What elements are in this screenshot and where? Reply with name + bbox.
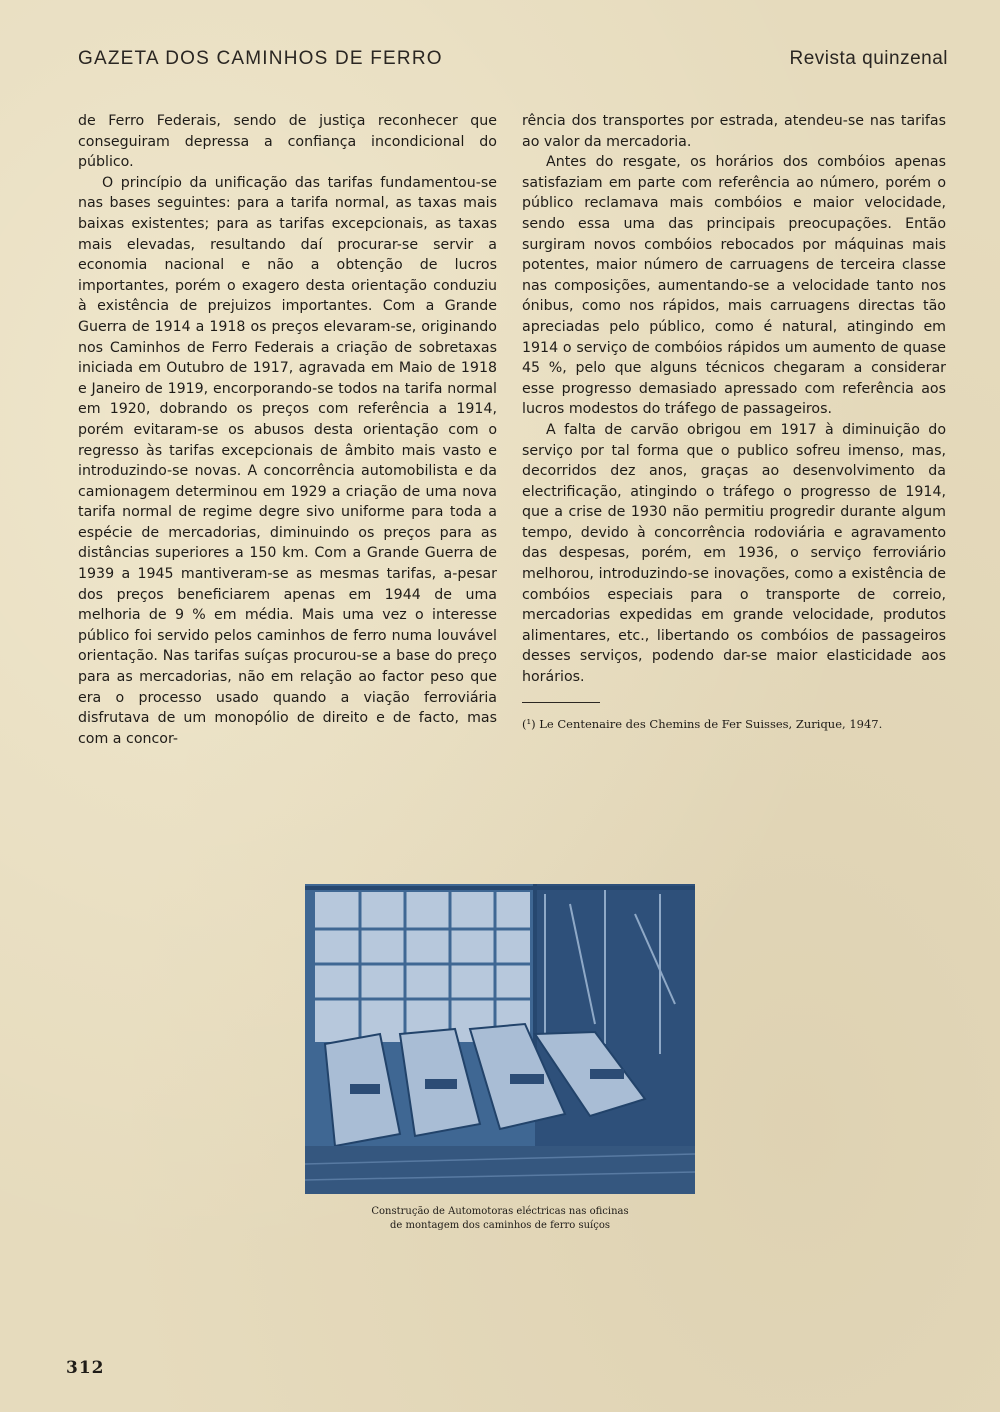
caption-line: de montagem dos caminhos de ferro suíços — [390, 1220, 610, 1231]
running-header — [78, 48, 948, 74]
paragraph: O princípio da unificação das tarifas fundamentou-se nas bases seguintes: para a tarifa normal, as taxas mais baixas existentes; para as tarifas excepcionais, as taxas mais elevadas, resultando daí procurar-se servir a economia nacional e não a obtenção de lucros importantes, porém o exagero desta orientação conduziu à existência de prejuizos importantes. Com a Grande Guerra de 1914 a 1918 os preços elevaram-se, originando nos Caminhos de Ferro Federais a criação de sobretaxas iniciada em Outubro de 1917, agravada em Maio de 1918 e Janeiro de 1919, encorporando-se todos na tarifa normal em 1920, dobrando os preços com referência a 1914, porém evitaram-se os abusos desta orientação com o regresso às tarifas excepcionais de âmbito mais vasto e introduzindo-se novas. A concorrência automobilista e da camionagem determinou em 1929 a criação de uma nova tarifa normal de regime degre sivo uniforme para toda a espécie de mercadorias, diminuindo os preços para as distâncias superiores a 150 km. Com a Grande Guerra de 1939 a 1945 mantiveram-se as mesmas tarifas, a-pesar dos preços beneficiarem apenas em 1944 de uma melhoria de 9 % em média. Mais uma vez o interesse público foi servido pelos caminhos de ferro numa louvável orientação. Nas tarifas suíças procurou-se a base do preço para as mercadorias, não em relação ao factor peso que era o processo usado quando a viação ferroviária disfrutava de um monopólio de direito e de facto, mas com a concor- — [78, 174, 497, 747]
right-column — [522, 111, 946, 733]
caption-line: Construção de Automotoras eléctricas nas oficinas — [371, 1206, 629, 1217]
paragraph: de Ferro Federais, sendo de justiça reconhecer que conseguiram depressa a confiança incondicional do público. — [78, 113, 497, 171]
workshop-photograph — [305, 884, 695, 1194]
paragraph: Antes do resgate, os horários dos combóios apenas satisfaziam em parte com referência ao número, porém o público reclamava mais combóios e maior velocidade, sendo essa uma das principais preocupações. Então surgiram novos combóios rebocados por máquinas mais potentes, maior número de carruagens de terceira classe nas composições, aumentando-se a velocidade tanto nos ónibus, como nos rápidos, mais carruagens directas tão apreciadas pelo público, como é natural, atingindo em 1914 o serviço de combóios rápidos um aumento de quase 45 %, pelo que alguns técnicos chegaram a considerar esse progresso demasiado apressado com referência aos lucros modestos do tráfego de passageiros. — [522, 154, 946, 418]
photo-illustration — [305, 884, 695, 1194]
footnote-divider — [522, 702, 600, 703]
page-number: 312 — [66, 1358, 105, 1378]
paragraph: A falta de carvão obrigou em 1917 à diminuição do serviço por tal forma que o publico sofreu imenso, mas, decorridos dez anos, graças ao desenvolvimento da electrificação, atingindo o tráfego o progresso de 1914, que a crise de 1930 não permitiu progredir durante algum tempo, devido à concorrência rodoviária e agravamento das despesas, porém, em 1936, o serviço ferroviário melhorou, introduzindo-se inovações, como a existência de combóios especiais para o transporte de correio, mercadorias expedidas em grande velocidade, produtos alimentares, etc., libertando os combóios de passageiros desses serviços, podendo dar-se maior elasticidade aos horários. — [522, 421, 946, 686]
publication-subtitle: Revista quinzenal — [789, 48, 948, 69]
left-column — [78, 111, 497, 749]
figure-caption — [300, 1205, 700, 1233]
publication-title: GAZETA DOS CAMINHOS DE FERRO — [78, 48, 443, 69]
paragraph: rência dos transportes por estrada, atendeu-se nas tarifas ao valor da mercadoria. — [522, 113, 946, 150]
footnote: (¹) Le Centenaire des Chemins de Fer Suisses, Zurique, 1947. — [522, 716, 883, 731]
